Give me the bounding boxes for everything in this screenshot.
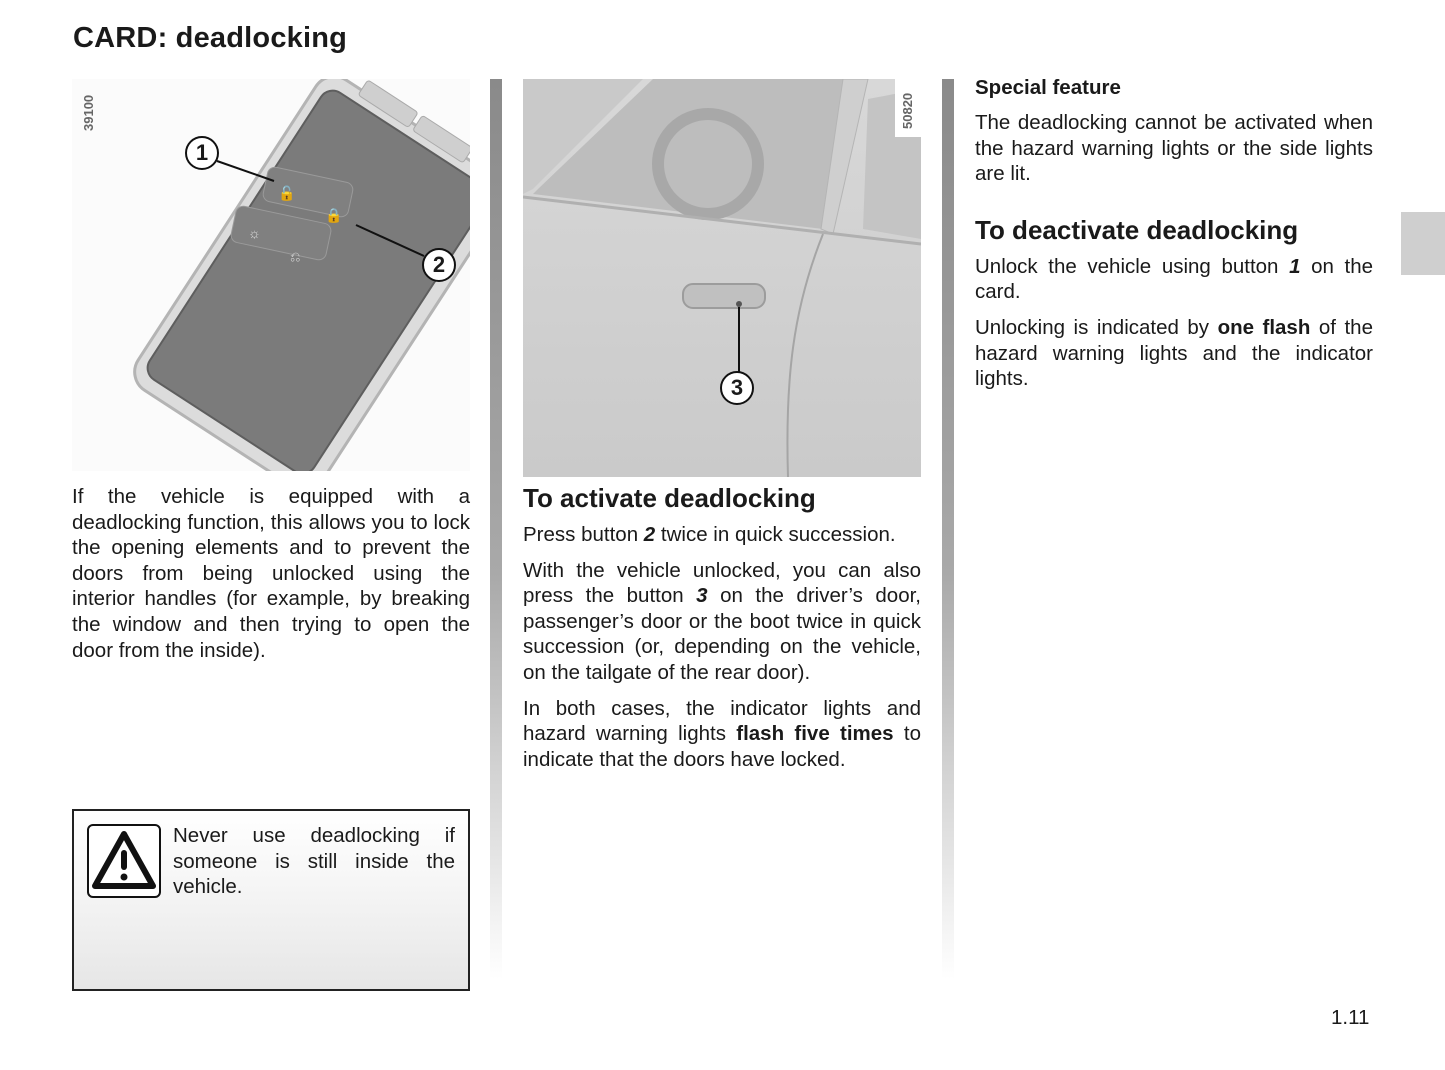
column-2 bbox=[523, 483, 921, 782]
callout-2: 2 bbox=[422, 248, 456, 282]
emphasis: one flash bbox=[1217, 315, 1311, 339]
text: of the hazard warning lights and the indicator lights. bbox=[975, 315, 1373, 391]
special-feature-text: The deadlocking cannot be activated when the hazard warning lights or the side lights are lit. bbox=[975, 111, 1373, 186]
button-ref: 1 bbox=[1289, 254, 1301, 278]
lock-icon: 🔒 bbox=[325, 207, 343, 223]
section-tab bbox=[1401, 212, 1445, 275]
warning-box bbox=[72, 809, 470, 991]
page-title: CARD: deadlocking bbox=[73, 22, 348, 54]
activate-paragraph-3 bbox=[523, 696, 921, 773]
text: twice in quick succession. bbox=[655, 523, 896, 546]
text: on the driver’s door, passenger’s door or the boot twice in quick succession (or, depending on the vehicle, on the tailgate of the rear door). bbox=[523, 584, 921, 684]
column-1 bbox=[72, 484, 470, 673]
text: In both cases, the indicator lights and hazard warning lights bbox=[523, 696, 921, 746]
unlock-icon: 🔓 bbox=[278, 185, 296, 201]
callout-3: 3 bbox=[720, 371, 754, 405]
emphasis: flash five times bbox=[736, 722, 894, 746]
deactivate-heading: To deactivate deadlocking bbox=[975, 214, 1299, 245]
button-ref: 3 bbox=[696, 584, 708, 608]
text: to indicate that the doors have locked. bbox=[523, 722, 921, 771]
text: Unlock the vehicle using button bbox=[975, 254, 1290, 278]
intro-paragraph: If the vehicle is equipped with a deadlocking function, this allows you to lock the opening elements and to prevent the doors from being unlocked using the interior handles (for example, by breaking the window and then trying to open the door from the inside). bbox=[72, 485, 470, 662]
button-ref: 2 bbox=[643, 523, 656, 546]
activate-paragraph-2 bbox=[523, 558, 921, 686]
column-3 bbox=[975, 76, 1373, 402]
door-illustration bbox=[523, 79, 921, 477]
callout-1: 1 bbox=[185, 136, 219, 170]
boot-icon: ⎌ bbox=[290, 249, 301, 264]
activate-heading: To activate deadlocking bbox=[523, 483, 816, 513]
deactivate-paragraph-1 bbox=[975, 254, 1373, 305]
text: Press button bbox=[523, 523, 644, 546]
special-feature-heading: Special feature bbox=[975, 76, 1121, 99]
text: on the card. bbox=[975, 254, 1373, 304]
figure-code: 39100 bbox=[81, 94, 96, 131]
car-door-drawing bbox=[523, 79, 921, 477]
text: Unlocking is indicated by bbox=[975, 315, 1218, 339]
warning-text: Never use deadlocking if someone is still inside the vehicle. bbox=[173, 824, 455, 899]
deactivate-paragraph-2 bbox=[975, 315, 1373, 392]
page-number: 1.11 bbox=[1331, 1006, 1370, 1029]
text: With the vehicle unlocked, you can also press the button bbox=[523, 558, 921, 608]
column-divider bbox=[942, 79, 954, 979]
figure-code: 50820 bbox=[900, 92, 915, 129]
callout-leaders bbox=[72, 79, 470, 471]
lights-icon: ☼ bbox=[248, 225, 261, 241]
activate-paragraph-1 bbox=[523, 522, 921, 548]
card-illustration bbox=[72, 79, 470, 471]
column-divider bbox=[490, 79, 502, 979]
warning-triangle-icon bbox=[87, 824, 161, 898]
